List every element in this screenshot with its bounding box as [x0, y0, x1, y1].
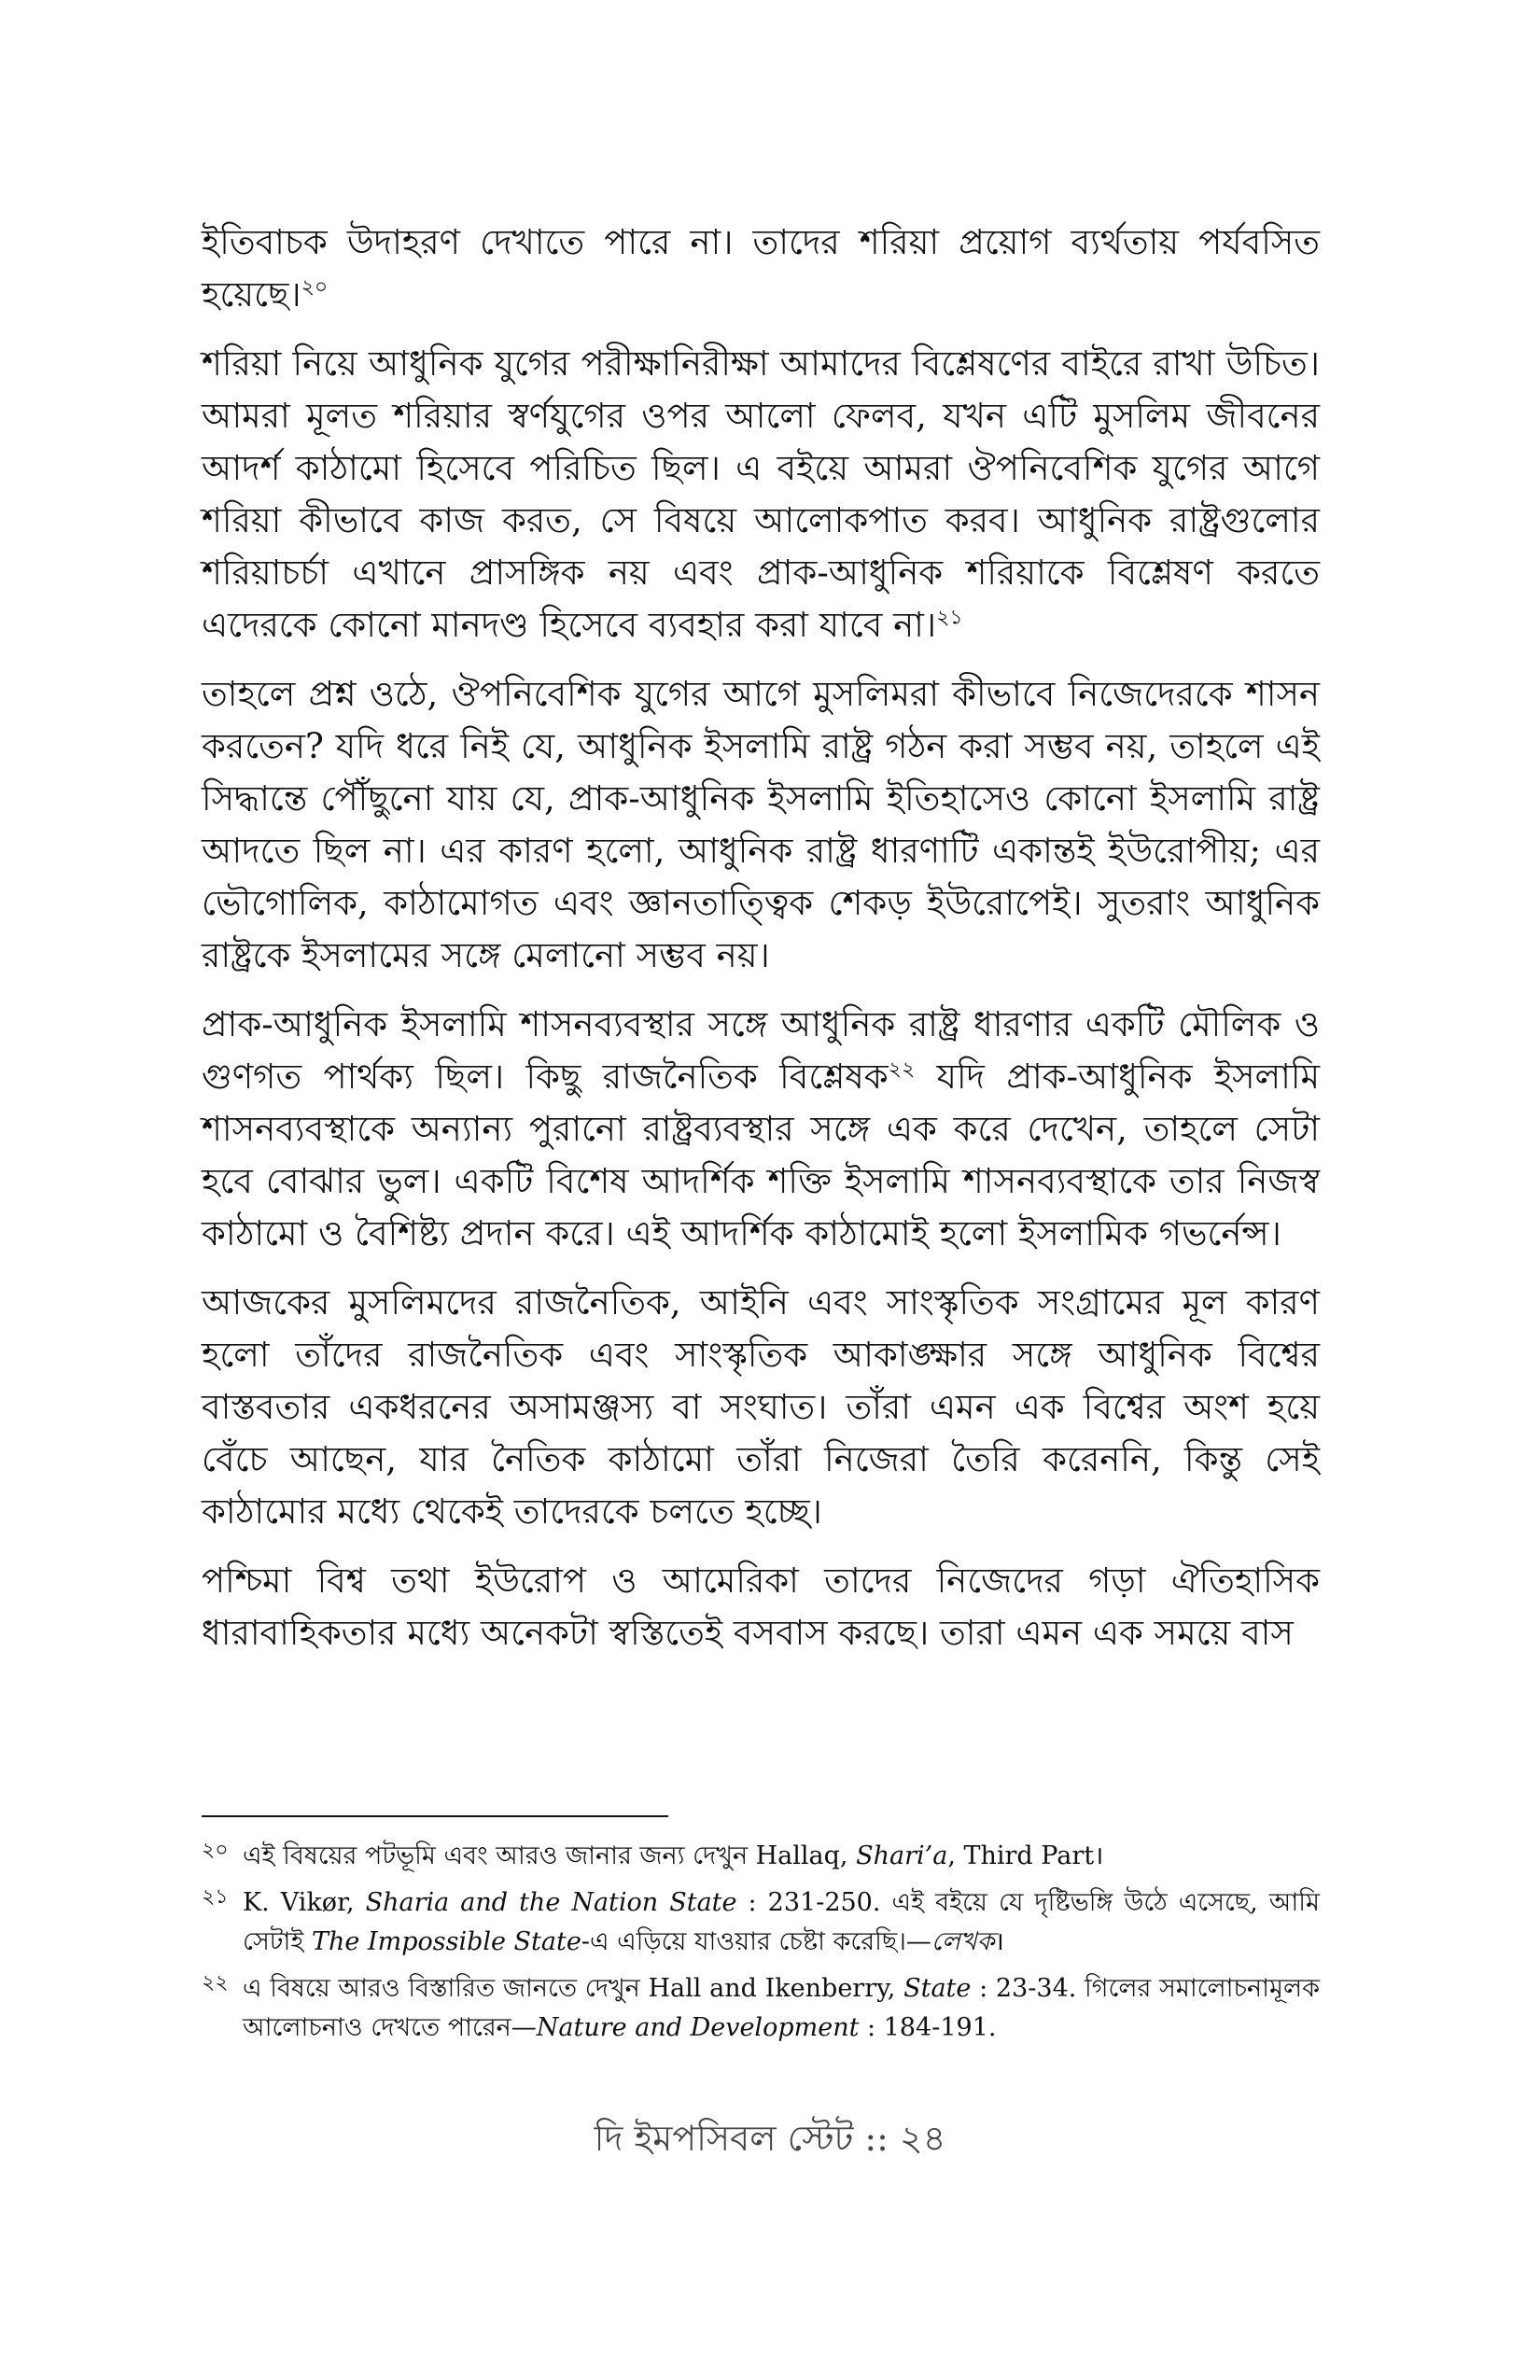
footnote-22: [202, 1969, 1320, 2048]
footnote-text: K. Vikør, Sharia and the Nation State : 231-250. এই বইয়ে যে দৃষ্টিভঙ্গি উঠে এসেছে, আমি সেটাই The Impossible State-এ এড়িয়ে যাওয়ার চেষ্টা করেছি।—লেখক।: [243, 1888, 1320, 1956]
footnote-21: [202, 1883, 1320, 1962]
footnote-ref-21[interactable]: ২১: [936, 606, 963, 630]
footnote-text: এ বিষয়ে আরও বিস্তারিত জানতে দেখুন Hall and Ikenberry, State : 23-34. গিলের সমালোচনামূলক আলোচনাও দেখতে পারেন—Nature and Development : 184-191.: [243, 1974, 1320, 2042]
footnote-number: ২১: [202, 1885, 229, 1909]
footnotes: [202, 1837, 1320, 2055]
paragraph-2: শরিয়া নিয়ে আধুনিক যুগের পরীক্ষানিরীক্ষা আমাদের বিশ্লেষণের বাইরে রাখা উচিত। আমরা মূলত শরিয়ার স্বর্ণযুগের ওপর আলো ফেলব, যখন এটি মুসলিম জীবনের আদর্শ কাঠামো হিসেবে পরিচিত ছিল। এ বইয়ে আমরা ঔপনিবেশিক যুগের আগে শরিয়া কীভাবে কাজ করত, সে বিষয়ে আলোকপাত করব। আধুনিক রাষ্ট্রগুলোর শরিয়াচর্চা এখানে প্রাসঙ্গিক নয় এবং প্রাক-আধুনিক শরিয়াকে বিশ্লেষণ করতে এদেরকে কোনো মানদণ্ড হিসেবে ব্যবহার করা যাবে না।$^{২১}$: [202, 343, 1320, 645]
footnote-text: এই বিষয়ের পটভূমি এবং আরও জানার জন্য দেখুন Hallaq, Shari’a, Third Part।: [243, 1841, 1104, 1870]
body-text: [202, 217, 1320, 1676]
paragraph-4: প্রাক-আধুনিক ইসলামি শাসনব্যবস্থার সঙ্গে আধুনিক রাষ্ট্র ধারণার একটি মৌলিক ও গুণগত পার্থক্য ছিল। কিছু রাজনৈতিক বিশ্লেষক$^{২২}$ যদি প্রাক-আধুনিক ইসলামি শাসনব্যবস্থাকে অন্যান্য পুরানো রাষ্ট্রব্যবস্থার সঙ্গে এক করে দেখেন, তাহলে সেটা হবে বোঝার ভুল। একটি বিশেষ আদর্শিক শক্তি ইসলামি শাসনব্যবস্থাকে তার নিজস্ব কাঠামো ও বৈশিষ্ট্য প্রদান করে। এই আদর্শিক কাঠামোই হলো ইসলামিক গভর্নেন্স।: [202, 1004, 1320, 1253]
footnote-20: [202, 1837, 1320, 1876]
footnote-ref-20[interactable]: ২০: [301, 275, 329, 300]
paragraph-6: পশ্চিমা বিশ্ব তথা ইউরোপ ও আমেরিকা তাদের নিজেদের গড়া ঐতিহাসিক ধারাবাহিকতার মধ্যে অনেকটা স্বস্তিতেই বসবাস করছে। তারা এমন এক সময়ে বাস: [202, 1561, 1320, 1653]
footnote-divider: [202, 1815, 668, 1817]
paragraph-1: ইতিবাচক উদাহরণ দেখাতে পারে না। তাদের শরিয়া প্রয়োগ ব্যর্থতায় পর্যবসিত হয়েছে।$^{২০}$: [202, 222, 1320, 315]
footnote-number: ২২: [202, 1971, 229, 1995]
paragraph-3: তাহলে প্রশ্ন ওঠে, ঔপনিবেশিক যুগের আগে মুসলিমরা কীভাবে নিজেদেরকে শাসন করতেন? যদি ধরে নিই যে, আধুনিক ইসলামি রাষ্ট্র গঠন করা সম্ভব নয়, তাহলে এই সিদ্ধান্তে পৌঁছুনো যায় যে, প্রাক-আধুনিক ইসলামি ইতিহাসেও কোনো ইসলামি রাষ্ট্র আদতে ছিল না। এর কারণ হলো, আধুনিক রাষ্ট্র ধারণাটি একান্তই ইউরোপীয়; এর ভৌগোলিক, কাঠামোগত এবং জ্ঞানতাত্ত্বিক শেকড় ইউরোপেই। সুতরাং আধুনিক রাষ্ট্রকে ইসলামের সঙ্গে মেলানো সম্ভব নয়।: [202, 674, 1320, 975]
running-footer: দি ইমপসিবল স্টেট :: ২৪: [594, 2118, 946, 2159]
paragraph-5: আজকের মুসলিমদের রাজনৈতিক, আইনি এবং সাংস্কৃতিক সংগ্রামের মূল কারণ হলো তাঁদের রাজনৈতিক এবং সাংস্কৃতিক আকাঙ্ক্ষার সঙ্গে আধুনিক বিশ্বের বাস্তবতার একধরনের অসামঞ্জস্য বা সংঘাত। তাঁরা এমন এক বিশ্বের অংশ হয়ে বেঁচে আছেন, যার নৈতিক কাঠামো তাঁরা নিজেরা তৈরি করেননি, কিন্তু সেই কাঠামোর মধ্যে থেকেই তাদেরকে চলতে হচ্ছে।: [202, 1282, 1320, 1532]
footnote-ref-22[interactable]: ২২: [888, 1057, 916, 1082]
footnote-number: ২০: [202, 1839, 229, 1862]
